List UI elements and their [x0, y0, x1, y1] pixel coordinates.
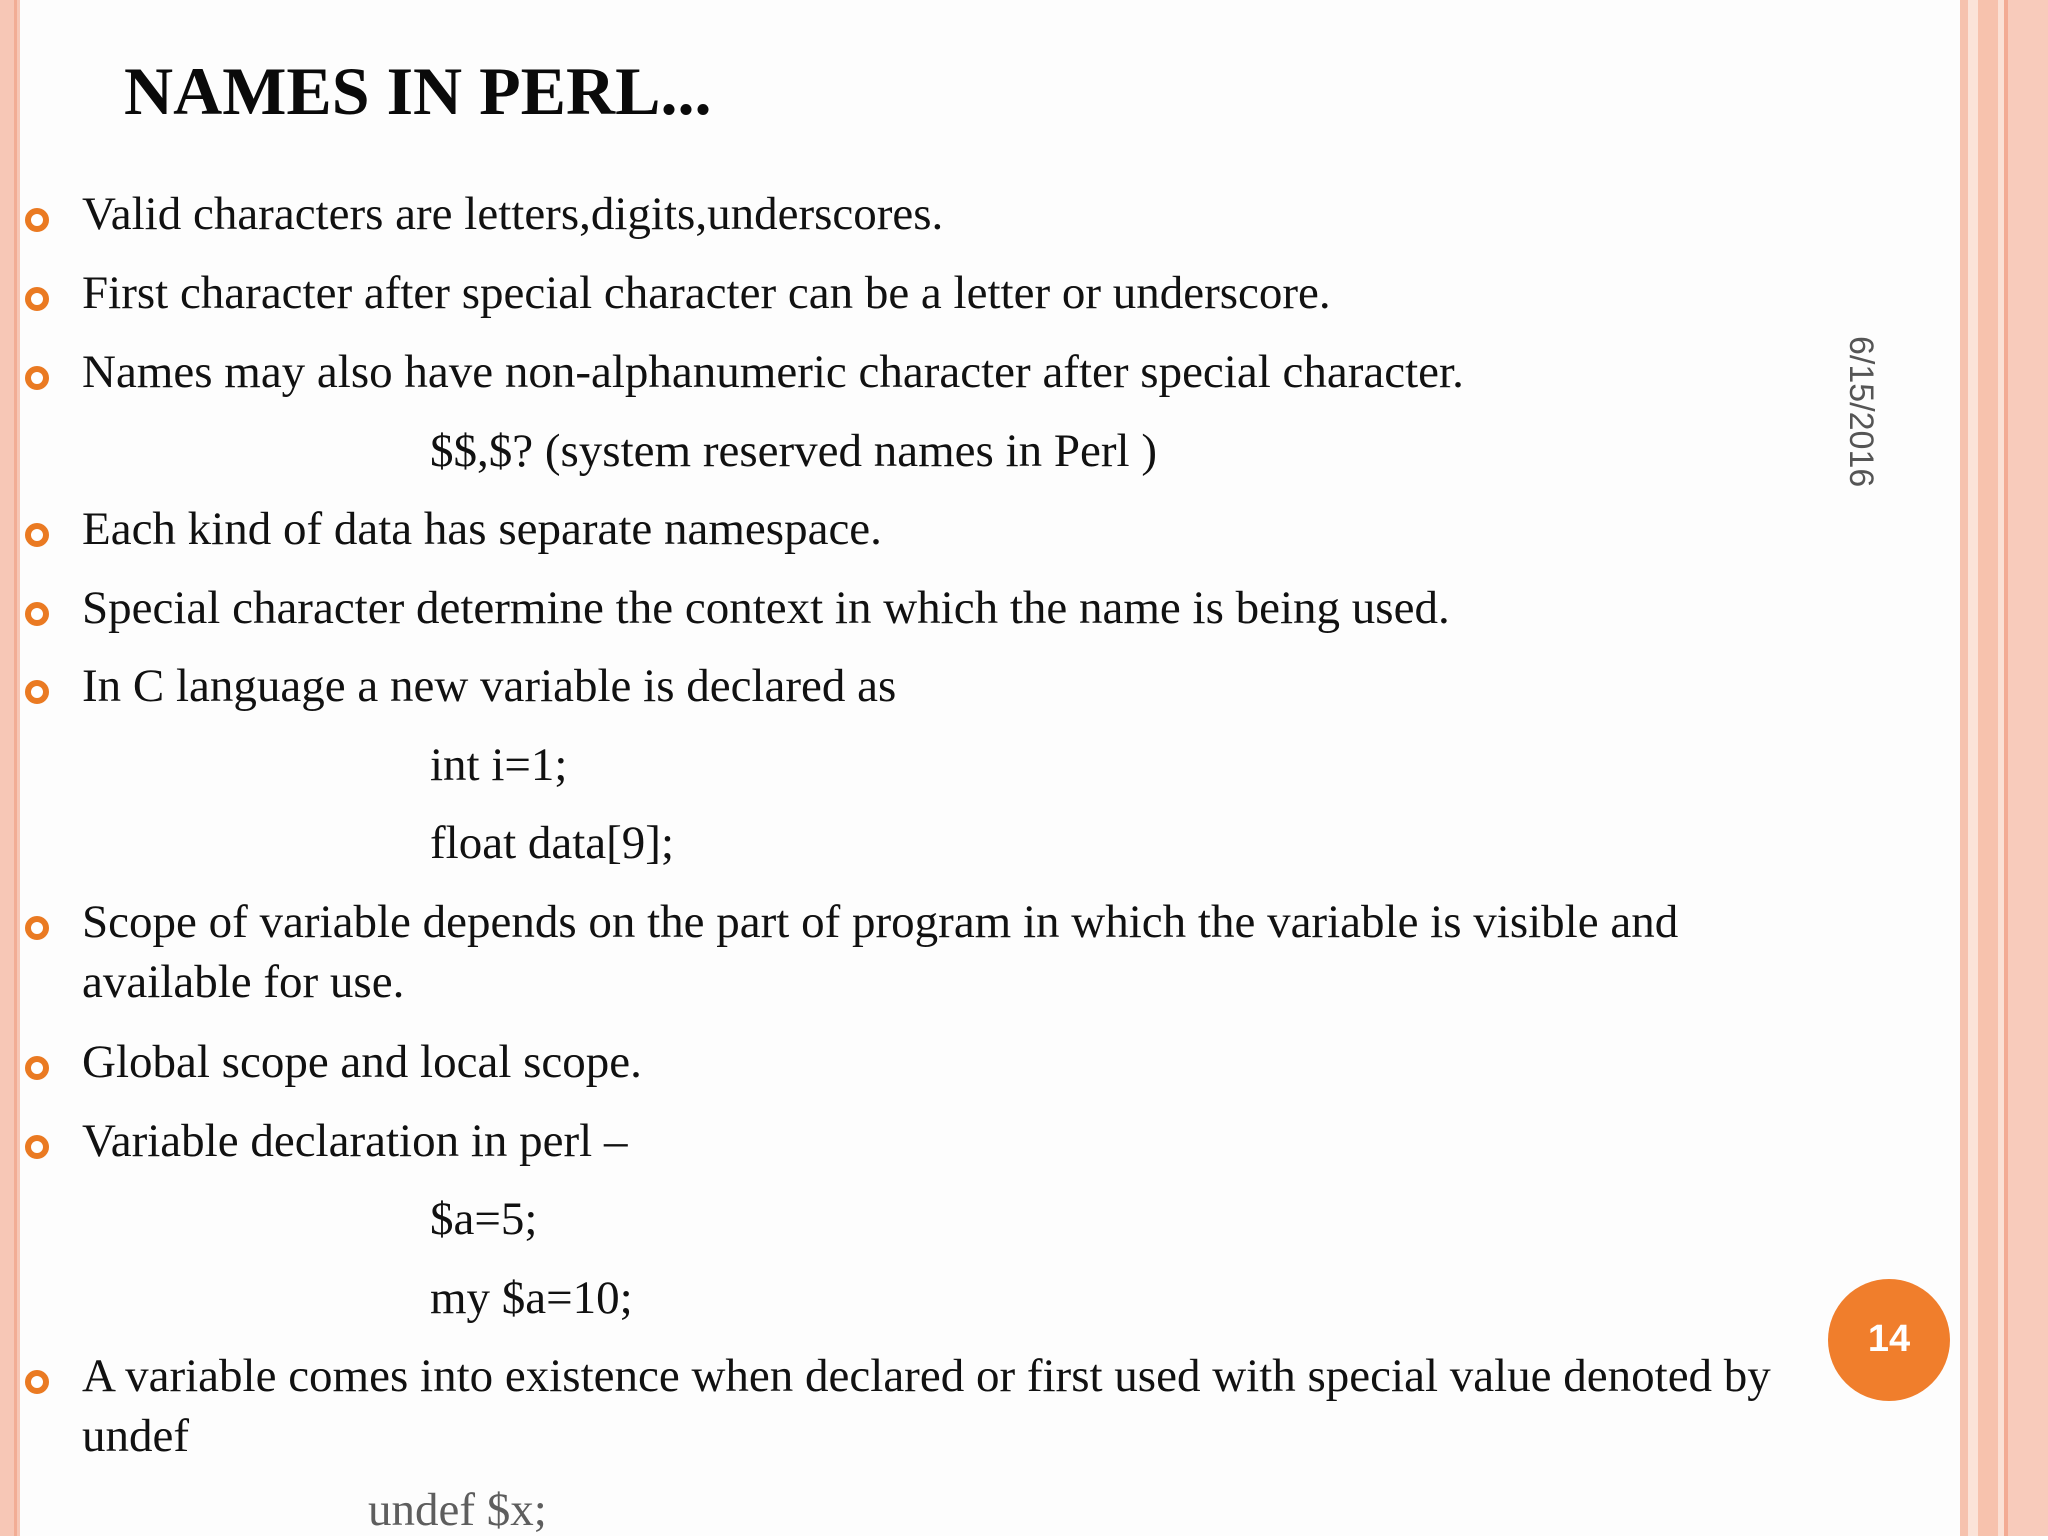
bullet-text: Global scope and local scope.	[82, 1036, 642, 1088]
bullet-text: Scope of variable depends on the part of program in which the variable is visible and	[82, 896, 1679, 948]
code-example: $a=5;	[430, 1193, 538, 1245]
hollow-circle-bullet-icon	[25, 523, 49, 547]
left-border	[0, 0, 20, 1536]
bullet-text: Names may also have non-alphanumeric character after special character.	[82, 346, 1464, 398]
bullet-text: Variable declaration in perl –	[82, 1115, 628, 1167]
bullet-text: A variable comes into existence when declared or first used with special value denoted by	[82, 1350, 1771, 1402]
code-example: $$,$? (system reserved names in Perl )	[430, 425, 1157, 477]
bullet-text: In C language a new variable is declared as	[82, 660, 897, 712]
hollow-circle-bullet-icon	[25, 602, 49, 626]
hollow-circle-bullet-icon	[25, 1370, 49, 1394]
right-border-stripe	[1968, 0, 1978, 1536]
code-example: undef $x;	[368, 1484, 547, 1536]
hollow-circle-bullet-icon	[25, 366, 49, 390]
left-border-line	[14, 0, 17, 1536]
hollow-circle-bullet-icon	[25, 1056, 49, 1080]
page-number: 14	[1867, 1318, 1911, 1360]
code-example: my $a=10;	[430, 1272, 633, 1324]
bullet-text: First character after special character can be a letter or underscore.	[82, 267, 1331, 319]
code-example: int i=1;	[430, 739, 568, 791]
bullet-text-continuation: available for use.	[82, 956, 405, 1008]
right-border-stripe	[2008, 0, 2048, 1536]
hollow-circle-bullet-icon	[25, 287, 49, 311]
bullet-text: Special character determine the context in which the name is being used.	[82, 582, 1450, 634]
code-example: float data[9];	[430, 817, 675, 869]
bullet-text: Valid characters are letters,digits,underscores.	[82, 188, 944, 240]
slide-date: 6/15/2016	[1842, 336, 1880, 488]
hollow-circle-bullet-icon	[25, 208, 49, 232]
hollow-circle-bullet-icon	[25, 916, 49, 940]
bullet-text-continuation: undef	[82, 1410, 190, 1462]
hollow-circle-bullet-icon	[25, 1135, 49, 1159]
right-border-stripe	[1960, 0, 1968, 1536]
right-border-stripe	[1978, 0, 1998, 1536]
hollow-circle-bullet-icon	[25, 680, 49, 704]
slide-title: NAMES IN PERL...	[124, 53, 712, 129]
bullet-text: Each kind of data has separate namespace.	[82, 503, 882, 555]
